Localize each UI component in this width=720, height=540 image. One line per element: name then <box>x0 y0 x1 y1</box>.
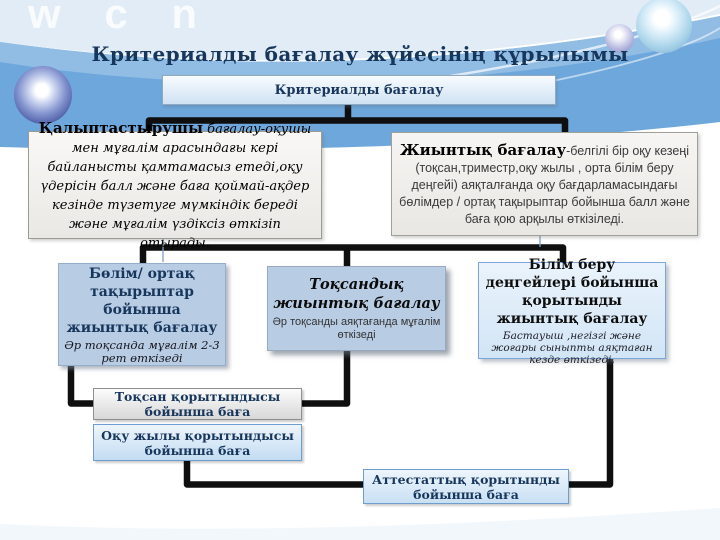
formative-title: Қалыптастырушы <box>38 118 203 137</box>
node-level-summative <box>478 256 666 366</box>
node-year-grade <box>93 424 302 461</box>
node-summative-assessment <box>391 132 698 236</box>
section-summative-title: Бөлім/ ортақ тақырыптар бойынша жиынтық бағалау <box>66 265 218 336</box>
node-formative-assessment <box>28 118 322 251</box>
quarterly-summative-subtitle: Әр тоқсанды аяқтағанда мұғалім өткізеді <box>272 316 441 341</box>
node-criteria-assessment-root <box>162 75 556 105</box>
level-summative-subtitle: Бастауыш ,негізгі және жоғары сыныпты аяқтаған кезде өткізеді. <box>491 329 653 366</box>
node-quarter-grade <box>93 388 302 420</box>
year-grade-label: Оқу жылы қорытындысы бойынша баға <box>101 427 294 458</box>
bottom-pale-wave <box>0 508 720 540</box>
summative-title: Жиынтық бағалау <box>400 140 567 159</box>
node-attestation-grade <box>363 469 569 504</box>
quarter-grade-label: Тоқсан қорытындысы бойынша баға <box>114 389 281 419</box>
node-section-summative <box>58 263 226 366</box>
node-root-label: Критериалды бағалау <box>274 82 444 98</box>
level-summative-title: Білім беру деңгейлері бойынша қорытынды жиынтық бағалау <box>485 256 659 327</box>
node-quarterly-summative <box>267 266 446 351</box>
watermark-text: w c n <box>28 0 214 37</box>
section-summative-subtitle: Әр тоқсанда мұғалім 2-3 рет өткізеді <box>64 337 220 365</box>
attestation-grade-label: Аттестаттық қорытынды бойынша баға <box>372 471 560 502</box>
summative-body: -белгілі бір оқу кезеңі (тоқсан,триместр,оқу жылы , орта білім беру деңгейі) аяқталғанда оқу бағдарламасындағы бөлімдер / ортақ тақырыптар бойынша балл және баға қою арқылы өткізіледі. <box>399 143 690 226</box>
slide-title: Критериалды бағалау жүйесінің құрылымы <box>91 42 629 66</box>
quarterly-summative-title: Тоқсандық жиынтық бағалау <box>273 276 440 312</box>
glossy-sphere-icon-left <box>14 66 72 124</box>
formative-body: бағалау-оқушы мен мұғалім арасындағы кері байланысты қамтамасыз етеді,оқу үдерісін балл және баға қоймай-ақдер кезінде түзетуге мүмкіндік береді және мұғалім үздіксіз өткізіп отырады. <box>40 121 312 251</box>
